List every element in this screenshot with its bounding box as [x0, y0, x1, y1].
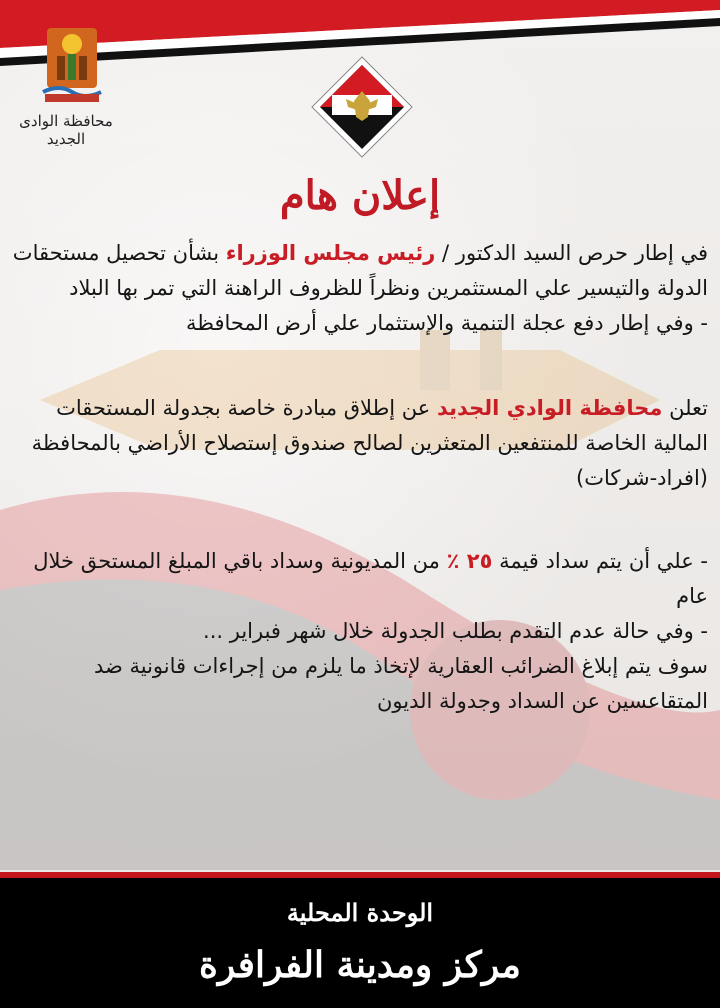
initiative-text-start: تعلن [662, 396, 708, 420]
governorate-name: محافظة الوادى الجديد [19, 112, 113, 148]
intro-text-start: في إطار حرص السيد الدكتور / [435, 241, 708, 265]
announcement-title: إعلان هام [279, 172, 441, 219]
paragraph-intro [8, 236, 708, 306]
paragraph-warning: سوف يتم إبلاغ الضرائب العقارية لإتخاذ ما يلزم من إجراءات قانونية ضد المتقاعسين عن السداد وجدولة الديون [93, 654, 708, 713]
governorate-logo [22, 20, 122, 108]
new-valley-governorate-logo-icon [39, 20, 105, 104]
prime-minister-highlight: رئيس مجلس الوزراء [225, 241, 436, 265]
percentage-highlight: ٢٥ ٪ [446, 549, 493, 573]
egypt-eagle-emblem-icon [310, 55, 414, 159]
paragraph-investment: - وفي إطار دفع عجلة التنمية والإستثمار علي أرض المحافظة [185, 311, 708, 335]
paragraph-deadline: - وفي حالة عدم التقدم بطلب الجدولة خلال شهر فبراير ... [203, 619, 708, 643]
payment-text-end: من المديونية وسداد باقي المبلغ المستحق خلال عام [33, 549, 708, 608]
announcement-body [8, 236, 708, 719]
footer-banner [0, 872, 720, 1008]
paragraph-initiative [8, 391, 708, 496]
governorate-highlight: محافظة الوادي الجديد [436, 396, 663, 420]
initiative-text-end: عن إطلاق مبادرة خاصة بجدولة المستحقات المالية الخاصة للمنتفعين المتعثرين لصالح صندوق إستصلاح الأراضي بالمحافظة (افراد-شركات) [31, 396, 708, 490]
paragraph-payment [8, 544, 708, 614]
footer-city-name: مركز ومدينة الفرافرة [199, 944, 521, 986]
footer-local-unit: الوحدة المحلية [286, 898, 434, 927]
payment-text-start: - علي أن يتم سداد قيمة [492, 549, 708, 573]
intro-text-end: بشأن تحصيل مستحقات الدولة والتيسير علي المستثمرين ونظراً للظروف الراهنة التي تمر بها البلاد [12, 241, 708, 300]
